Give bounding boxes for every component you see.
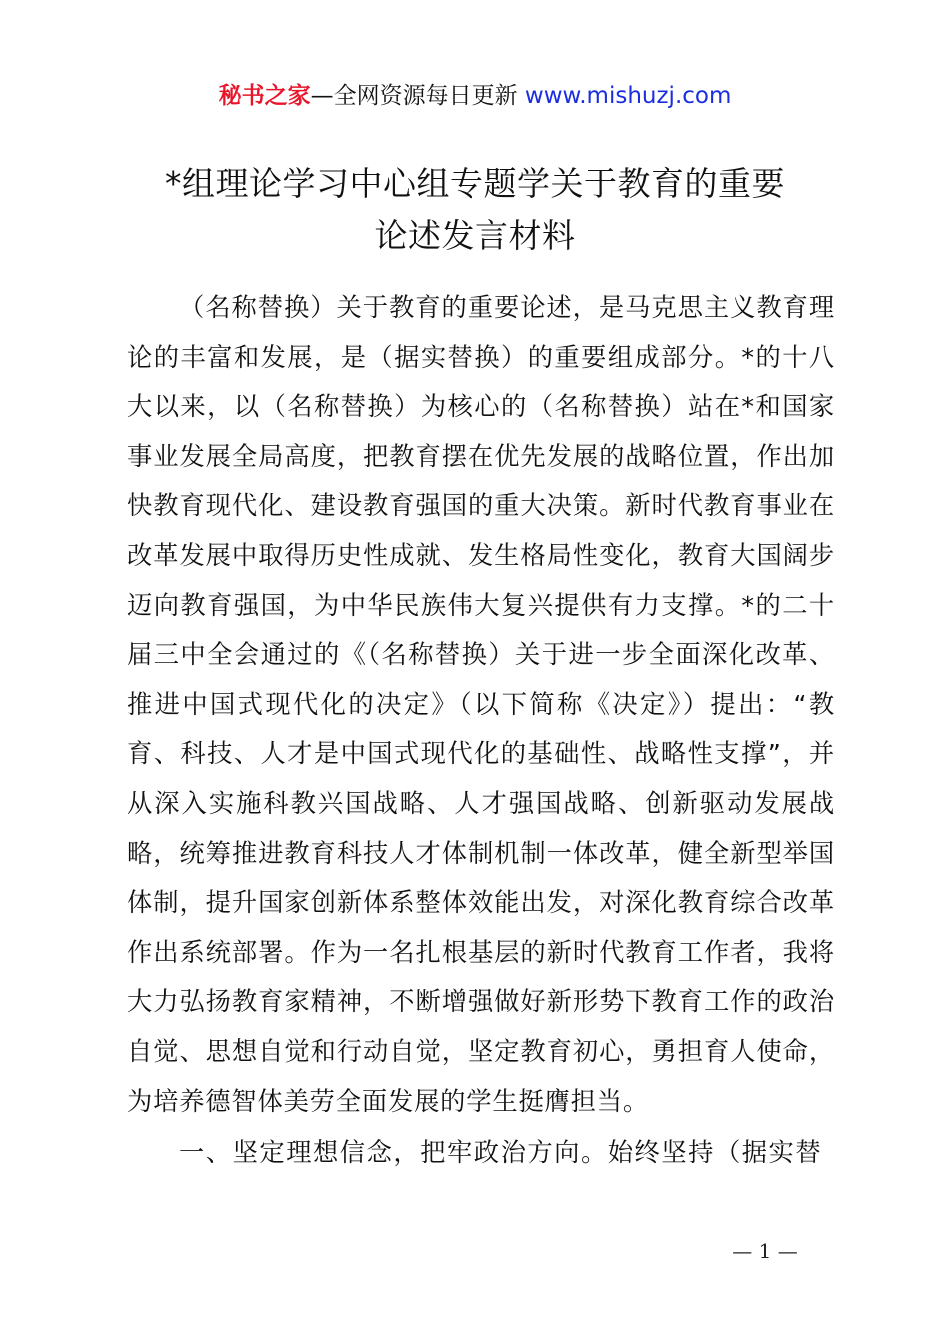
title-line-2: 论述发言材料 [374, 216, 576, 255]
brand-name: 秘书之家 [218, 83, 311, 109]
site-header [0, 80, 950, 112]
intro-paragraph: （名称替换）关于教育的重要论述，是马克思主义教育理论的丰富和发展，是（据实替换）的重要组成部分。*的十八大以来，以（名称替换）为核心的（名称替换）站在*和国家事业发展全局高度，把教育摆在优先发展的战略位置，作出加快教育现代化、建设教育强国的重大决策。新时代教育事业在改革发展中取得历史性成就、发生格局性变化，教育大国阔步迈向教育强国，为中华民族伟大复兴提供有力支撑。*的二十届三中全会通过的《（名称替换）关于进一步全面深化改革、推进中国式现代化的决定》（以下简称《决定》）提出：“教育、科技、人才是中国式现代化的基础性、战略性支撑”，并从深入实施科教兴国战略、人才强国战略、创新驱动发展战略，统筹推进教育科技人才体制机制一体改革，健全新型举国体制，提升国家创新体系整体效能出发，对深化教育综合改革作出系统部署。作为一名扎根基层的新时代教育工作者，我将大力弘扬教育家精神，不断增强做好新形势下教育工作的政治自觉、思想自觉和行动自觉，坚定教育初心，勇担育人使命，为培养德智体美劳全面发展的学生挺膺担当。 [127, 293, 835, 1116]
title-line-1: *组理论学习中心组专题学关于教育的重要 [165, 164, 785, 203]
section-1-heading: 一、坚定理想信念，把牢政治方向。始终坚持（据实替 [179, 1138, 823, 1167]
document-title [80, 158, 870, 262]
header-tagline: —全网资源每日更新 [310, 83, 525, 109]
site-url-link[interactable]: www.mishuzj.com [524, 83, 732, 109]
page-number: — 1 — [732, 1239, 798, 1263]
